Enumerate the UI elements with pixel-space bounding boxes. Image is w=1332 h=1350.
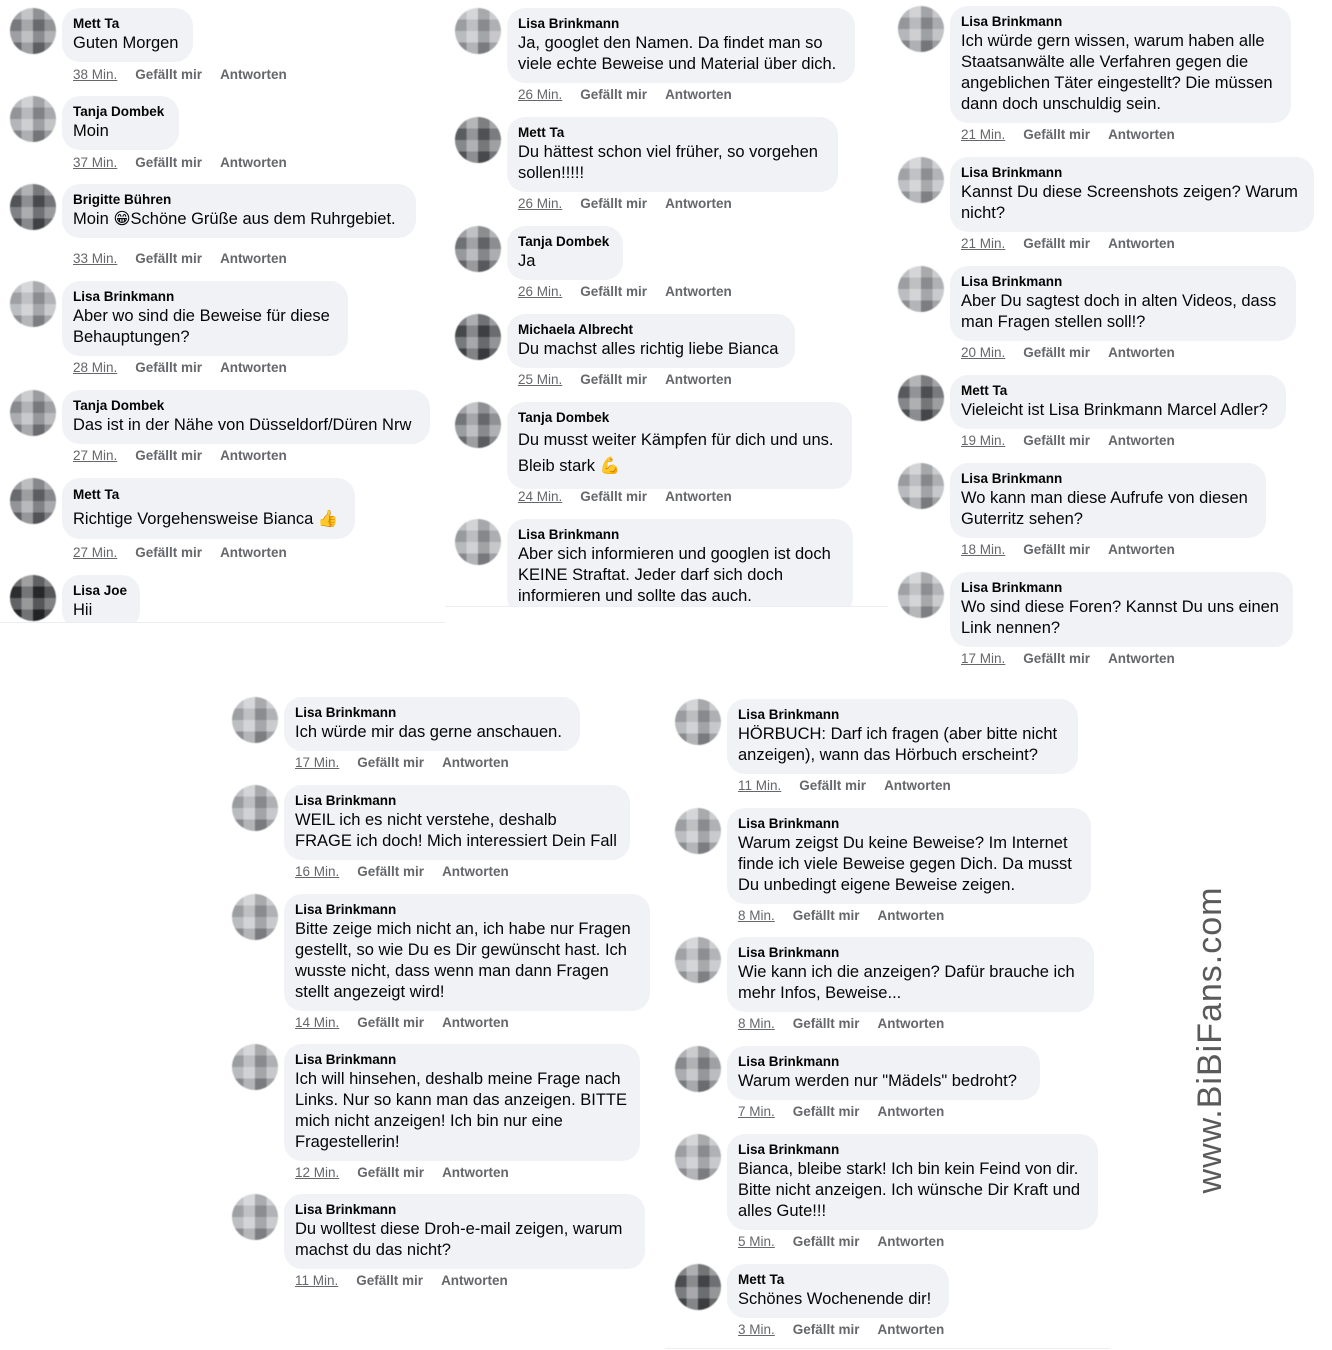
comment-text: Du wolltest diese Droh-e-mail zeigen, warum machst du das nicht? xyxy=(295,1220,623,1259)
comment-text: Aber Du sagtest doch in alten Videos, dass man Fragen stellen soll!? xyxy=(961,292,1277,331)
comment-time-link[interactable]: 11 Min. xyxy=(738,778,782,793)
comment-text: Richtige Vorgehensweise Bianca 👍 xyxy=(73,510,339,528)
like-button[interactable]: Gefällt mir xyxy=(792,1104,860,1119)
avatar[interactable] xyxy=(232,785,278,831)
comment-panel-5 xyxy=(665,688,1110,1349)
comment-time-link[interactable]: 27 Min. xyxy=(73,545,118,560)
like-button[interactable]: Gefällt mir xyxy=(357,1165,425,1180)
comment-time-link[interactable]: 26 Min. xyxy=(518,284,563,299)
comment-time-link[interactable]: 7 Min. xyxy=(738,1104,775,1119)
avatar[interactable] xyxy=(675,1046,721,1092)
like-button[interactable]: Gefällt mir xyxy=(1023,433,1091,448)
comment-bubble xyxy=(950,572,1293,647)
comment-actions xyxy=(738,778,951,793)
reply-button[interactable]: Antworten xyxy=(441,1273,508,1288)
like-button[interactable]: Gefällt mir xyxy=(135,67,203,82)
comment-bubble xyxy=(62,8,193,62)
comment-text: Ich will hinsehen, deshalb meine Frage nach Links. Nur so kann man das anzeigen. BITTE mich nicht anzeigen! Ich bin nur eine Fragestellerin! xyxy=(295,1070,627,1151)
comment-time-link[interactable]: 20 Min. xyxy=(961,345,1006,360)
comment-time-link[interactable]: 16 Min. xyxy=(295,864,340,879)
comment-bubble xyxy=(62,390,430,444)
comment-text: Vieleicht ist Lisa Brinkmann Marcel Adler? xyxy=(961,401,1268,419)
comment-author[interactable]: Lisa Brinkmann xyxy=(961,14,1063,29)
comment-author[interactable]: Lisa Brinkmann xyxy=(738,1142,840,1157)
avatar[interactable] xyxy=(455,402,501,448)
comment-actions xyxy=(518,284,732,299)
comment-author[interactable]: Tanja Dombek xyxy=(518,410,610,425)
avatar[interactable] xyxy=(455,226,501,272)
comment-bubble xyxy=(62,281,348,356)
comment-actions xyxy=(295,1015,509,1030)
comment-time-link[interactable]: 17 Min. xyxy=(295,755,340,770)
comment-time-link[interactable]: 21 Min. xyxy=(961,127,1006,142)
comment-actions xyxy=(961,236,1175,251)
comment-actions xyxy=(738,1104,944,1119)
comment-bubble xyxy=(507,519,853,607)
reply-button[interactable]: Antworten xyxy=(877,908,945,923)
reply-button[interactable]: Antworten xyxy=(877,1016,945,1031)
comment-panel-2 xyxy=(445,0,890,607)
reply-button[interactable]: Antworten xyxy=(442,755,509,770)
comment-bubble xyxy=(62,184,416,238)
comment-author[interactable]: Lisa Brinkmann xyxy=(73,289,175,304)
reply-button[interactable]: Antworten xyxy=(220,360,287,375)
avatar[interactable] xyxy=(10,281,56,327)
comment-actions xyxy=(295,1273,508,1288)
comment-actions xyxy=(738,1016,944,1031)
like-button[interactable]: Gefällt mir xyxy=(135,360,203,375)
comment-author[interactable]: Tanja Dombek xyxy=(73,104,165,119)
comment-text: Hii xyxy=(73,601,93,619)
avatar[interactable] xyxy=(675,1134,721,1180)
comment-text: Warum zeigst Du keine Beweise? Im Internet finde ich viele Beweise gegen Dich. Da musst Du unbedingt eigene Beweise zeigen. xyxy=(738,834,1072,894)
reply-button[interactable]: Antworten xyxy=(1108,651,1175,666)
comment-text: Wo sind diese Foren? Kannst Du uns einen Link nennen? xyxy=(961,598,1279,637)
comment-bubble xyxy=(62,478,355,539)
comment-actions xyxy=(73,545,287,560)
comment-text: Du hättest schon viel früher, so vorgehen sollen!!!!! xyxy=(518,143,818,182)
comment-panel-4 xyxy=(222,688,665,1350)
comment-text: Wo kann man diese Aufrufe von diesen Guterritz sehen? xyxy=(961,489,1248,528)
comment-author[interactable]: Lisa Brinkmann xyxy=(518,527,620,542)
comment-bubble xyxy=(284,894,650,1011)
comment-bubble xyxy=(507,402,852,489)
comment-author[interactable]: Lisa Brinkmann xyxy=(295,1202,397,1217)
like-button[interactable]: Gefällt mir xyxy=(135,545,203,560)
comment-author[interactable]: Lisa Brinkmann xyxy=(518,16,620,31)
comment-bubble xyxy=(284,785,630,860)
comment-actions xyxy=(738,908,944,923)
comment-actions xyxy=(518,196,732,211)
comment-actions xyxy=(73,360,287,375)
like-button[interactable]: Gefällt mir xyxy=(135,155,203,170)
like-button[interactable]: Gefällt mir xyxy=(1023,651,1091,666)
avatar[interactable] xyxy=(10,575,56,621)
comment-bubble xyxy=(507,8,855,83)
reply-button[interactable]: Antworten xyxy=(442,864,509,879)
comment-text: Du machst alles richtig liebe Bianca xyxy=(518,340,779,358)
avatar[interactable] xyxy=(10,184,56,230)
comment-actions xyxy=(518,87,732,102)
comment-author[interactable]: Lisa Brinkmann xyxy=(738,1054,840,1069)
comment-time-link[interactable]: 28 Min. xyxy=(73,360,118,375)
comment-author[interactable]: Lisa Brinkmann xyxy=(295,705,397,720)
like-button[interactable]: Gefällt mir xyxy=(1023,127,1091,142)
comment-author[interactable]: Mett Ta xyxy=(961,383,1008,398)
comment-actions xyxy=(73,251,287,266)
comment-bubble xyxy=(950,463,1266,538)
comment-panel-1 xyxy=(0,0,445,623)
like-button[interactable]: Gefällt mir xyxy=(799,778,867,793)
comment-text: Aber wo sind die Beweise für diese Behauptungen? xyxy=(73,307,330,346)
like-button[interactable]: Gefällt mir xyxy=(580,196,648,211)
comment-text: HÖRBUCH: Darf ich fragen (aber bitte nicht anzeigen), wann das Hörbuch erscheint? xyxy=(738,725,1058,764)
reply-button[interactable]: Antworten xyxy=(1108,433,1175,448)
comment-actions xyxy=(295,1165,509,1180)
avatar[interactable] xyxy=(898,463,944,509)
comment-actions xyxy=(738,1234,944,1249)
comment-bubble xyxy=(950,157,1314,232)
avatar[interactable] xyxy=(455,8,501,54)
avatar[interactable] xyxy=(10,390,56,436)
comment-text: Kannst Du diese Screenshots zeigen? Warum nicht? xyxy=(961,183,1298,222)
avatar[interactable] xyxy=(455,117,501,163)
comment-author[interactable]: Lisa Brinkmann xyxy=(295,1052,397,1067)
comment-actions xyxy=(518,489,732,504)
comment-text: Du musst weiter Kämpfen für dich und uns. Bleib stark 💪 xyxy=(518,431,834,475)
comment-actions xyxy=(961,127,1175,142)
avatar[interactable] xyxy=(232,1044,278,1090)
comment-author[interactable]: Lisa Brinkmann xyxy=(738,945,840,960)
comment-time-link[interactable]: 17 Min. xyxy=(961,651,1006,666)
avatar[interactable] xyxy=(232,894,278,940)
reply-button[interactable]: Antworten xyxy=(665,489,732,504)
like-button[interactable]: Gefällt mir xyxy=(792,1234,860,1249)
like-button[interactable]: Gefällt mir xyxy=(135,448,203,463)
reply-button[interactable]: Antworten xyxy=(1108,542,1175,557)
like-button[interactable]: Gefällt mir xyxy=(357,864,425,879)
comment-author[interactable]: Michaela Albrecht xyxy=(518,322,634,337)
avatar[interactable] xyxy=(675,1264,721,1310)
reply-button[interactable]: Antworten xyxy=(665,87,732,102)
comment-bubble xyxy=(727,699,1078,774)
comment-actions xyxy=(961,345,1175,360)
like-button[interactable]: Gefällt mir xyxy=(1023,542,1091,557)
comment-time-link[interactable]: 38 Min. xyxy=(73,67,118,82)
comment-bubble xyxy=(284,1044,640,1161)
comment-author[interactable]: Lisa Joe xyxy=(73,583,128,598)
watermark-text: www.BiBiFans.com xyxy=(1190,886,1229,1194)
comment-actions xyxy=(295,864,509,879)
comment-author[interactable]: Mett Ta xyxy=(518,125,565,140)
reply-button[interactable]: Antworten xyxy=(665,372,732,387)
like-button[interactable]: Gefällt mir xyxy=(580,489,648,504)
comment-author[interactable]: Lisa Brinkmann xyxy=(961,165,1063,180)
comment-text: Guten Morgen xyxy=(73,34,179,52)
reply-button[interactable]: Antworten xyxy=(1108,236,1175,251)
comment-bubble xyxy=(507,226,623,280)
comment-text: Ich würde gern wissen, warum haben alle Staatsanwälte alle Verfahren gegen die angeblichen Täter eingestellt? Die müssen dann doch unschuldig sein. xyxy=(961,32,1273,113)
reply-button[interactable]: Antworten xyxy=(220,545,287,560)
comment-time-link[interactable]: 18 Min. xyxy=(961,542,1006,557)
like-button[interactable]: Gefällt mir xyxy=(357,755,425,770)
comment-time-link[interactable]: 26 Min. xyxy=(518,87,563,102)
reply-button[interactable]: Antworten xyxy=(877,1104,945,1119)
comment-author[interactable]: Mett Ta xyxy=(738,1272,785,1287)
comment-time-link[interactable]: 14 Min. xyxy=(295,1015,340,1030)
comment-text: Ja xyxy=(518,252,536,270)
avatar[interactable] xyxy=(10,478,56,524)
comment-actions xyxy=(961,542,1175,557)
like-button[interactable]: Gefällt mir xyxy=(580,284,648,299)
comment-bubble xyxy=(507,117,838,192)
reply-button[interactable]: Antworten xyxy=(665,196,732,211)
comment-bubble xyxy=(950,6,1291,123)
comment-text: Moin xyxy=(73,122,109,140)
avatar[interactable] xyxy=(675,808,721,854)
comment-text: Ich würde mir das gerne anschauen. xyxy=(295,723,562,741)
reply-button[interactable]: Antworten xyxy=(877,1322,945,1337)
comment-author[interactable]: Tanja Dombek xyxy=(518,234,610,249)
comment-author[interactable]: Tanja Dombek xyxy=(73,398,165,413)
comment-text: WEIL ich es nicht verstehe, deshalb FRAGE ich doch! Mich interessiert Dein Fall xyxy=(295,811,617,850)
avatar[interactable] xyxy=(455,314,501,360)
comment-time-link[interactable]: 3 Min. xyxy=(738,1322,775,1337)
comment-actions xyxy=(518,372,732,387)
reply-button[interactable]: Antworten xyxy=(220,448,287,463)
comment-bubble xyxy=(727,808,1091,904)
comment-author[interactable]: Lisa Brinkmann xyxy=(295,902,397,917)
comment-author[interactable]: Mett Ta xyxy=(73,487,120,502)
comment-bubble xyxy=(950,266,1296,341)
avatar[interactable] xyxy=(675,937,721,983)
comment-actions xyxy=(295,755,509,770)
avatar[interactable] xyxy=(898,6,944,52)
avatar[interactable] xyxy=(10,96,56,142)
comment-bubble xyxy=(727,1264,949,1318)
comment-bubble xyxy=(727,1134,1098,1230)
comment-bubble xyxy=(507,314,795,368)
avatar[interactable] xyxy=(455,519,501,565)
comment-text: Bianca, bleibe stark! Ich bin kein Feind von dir. Bitte nicht anzeigen. Ich wünsche Dir Kraft und alles Gute!!! xyxy=(738,1160,1081,1220)
like-button[interactable]: Gefällt mir xyxy=(792,1322,860,1337)
reply-button[interactable]: Antworten xyxy=(220,155,287,170)
comment-time-link[interactable]: 19 Min. xyxy=(961,433,1006,448)
avatar[interactable] xyxy=(898,375,944,421)
comment-author[interactable]: Lisa Brinkmann xyxy=(961,274,1063,289)
comment-time-link[interactable]: 26 Min. xyxy=(518,196,563,211)
like-button[interactable]: Gefällt mir xyxy=(357,1015,425,1030)
comment-panel-3 xyxy=(888,0,1332,675)
comment-time-link[interactable]: 24 Min. xyxy=(518,489,563,504)
avatar[interactable] xyxy=(232,1194,278,1240)
avatar[interactable] xyxy=(232,697,278,743)
comment-time-link[interactable]: 8 Min. xyxy=(738,1016,775,1031)
reply-button[interactable]: Antworten xyxy=(1108,127,1175,142)
comment-time-link[interactable]: 33 Min. xyxy=(73,251,118,266)
comment-text: Aber sich informieren und googlen ist doch KEINE Straftat. Jeder darf sich doch informieren und sollte das auch. xyxy=(518,545,831,605)
comment-actions xyxy=(73,67,287,82)
comment-bubble xyxy=(727,1046,1040,1100)
comment-text: Wie kann ich die anzeigen? Dafür brauche ich mehr Infos, Beweise... xyxy=(738,963,1075,1002)
comment-time-link[interactable]: 5 Min. xyxy=(738,1234,775,1249)
reply-button[interactable]: Antworten xyxy=(884,778,951,793)
comment-author[interactable]: Lisa Brinkmann xyxy=(738,816,840,831)
comment-author[interactable]: Lisa Brinkmann xyxy=(295,793,397,808)
comment-time-link[interactable]: 27 Min. xyxy=(73,448,118,463)
comment-time-link[interactable]: 21 Min. xyxy=(961,236,1006,251)
reply-button[interactable]: Antworten xyxy=(220,67,287,82)
reply-button[interactable]: Antworten xyxy=(1108,345,1175,360)
comment-author[interactable]: Mett Ta xyxy=(73,16,120,31)
comment-author[interactable]: Lisa Brinkmann xyxy=(961,471,1063,486)
like-button[interactable]: Gefällt mir xyxy=(580,87,648,102)
comment-author[interactable]: Lisa Brinkmann xyxy=(738,707,840,722)
comment-time-link[interactable]: 25 Min. xyxy=(518,372,563,387)
avatar[interactable] xyxy=(675,699,721,745)
like-button[interactable]: Gefällt mir xyxy=(356,1273,424,1288)
comment-actions xyxy=(73,155,287,170)
comment-text: Moin 😁Schöne Grüße aus dem Ruhrgebiet. xyxy=(73,210,396,228)
comment-time-link[interactable]: 12 Min. xyxy=(295,1165,340,1180)
comment-text: Warum werden nur "Mädels" bedroht? xyxy=(738,1072,1017,1090)
avatar[interactable] xyxy=(10,8,56,54)
like-button[interactable]: Gefällt mir xyxy=(792,908,860,923)
comment-author[interactable]: Lisa Brinkmann xyxy=(961,580,1063,595)
like-button[interactable]: Gefällt mir xyxy=(580,372,648,387)
comment-author[interactable]: Brigitte Bühren xyxy=(73,192,172,207)
comment-bubble xyxy=(62,575,140,623)
reply-button[interactable]: Antworten xyxy=(220,251,287,266)
comment-time-link[interactable]: 37 Min. xyxy=(73,155,118,170)
comment-actions xyxy=(961,651,1175,666)
like-button[interactable]: Gefällt mir xyxy=(135,251,203,266)
reply-button[interactable]: Antworten xyxy=(442,1015,509,1030)
reply-button[interactable]: Antworten xyxy=(877,1234,945,1249)
comment-bubble xyxy=(284,1194,645,1269)
comment-bubble xyxy=(62,96,179,150)
reply-button[interactable]: Antworten xyxy=(665,284,732,299)
comment-time-link[interactable]: 11 Min. xyxy=(295,1273,339,1288)
comment-bubble xyxy=(284,697,580,751)
comment-actions xyxy=(738,1322,944,1337)
comment-actions xyxy=(961,433,1175,448)
comment-time-link[interactable]: 8 Min. xyxy=(738,908,775,923)
comment-bubble xyxy=(950,375,1286,429)
comment-bubble xyxy=(727,937,1094,1012)
comment-text: Ja, googlet den Namen. Da findet man so viele echte Beweise und Material über dich. xyxy=(518,34,837,73)
comment-text: Das ist in der Nähe von Düsseldorf/Düren Nrw xyxy=(73,416,412,434)
reply-button[interactable]: Antworten xyxy=(442,1165,509,1180)
comment-actions xyxy=(73,448,287,463)
like-button[interactable]: Gefällt mir xyxy=(1023,236,1091,251)
avatar[interactable] xyxy=(898,266,944,312)
avatar[interactable] xyxy=(898,572,944,618)
comment-text: Bitte zeige mich nicht an, ich habe nur Fragen gestellt, so wie Du es Dir gewünscht hast. Ich wusste nicht, dass wenn man dann Fragen stellt angezeigt wird! xyxy=(295,920,631,1001)
comment-text: Schönes Wochenende dir! xyxy=(738,1290,932,1308)
like-button[interactable]: Gefällt mir xyxy=(1023,345,1091,360)
like-button[interactable]: Gefällt mir xyxy=(792,1016,860,1031)
avatar[interactable] xyxy=(898,157,944,203)
